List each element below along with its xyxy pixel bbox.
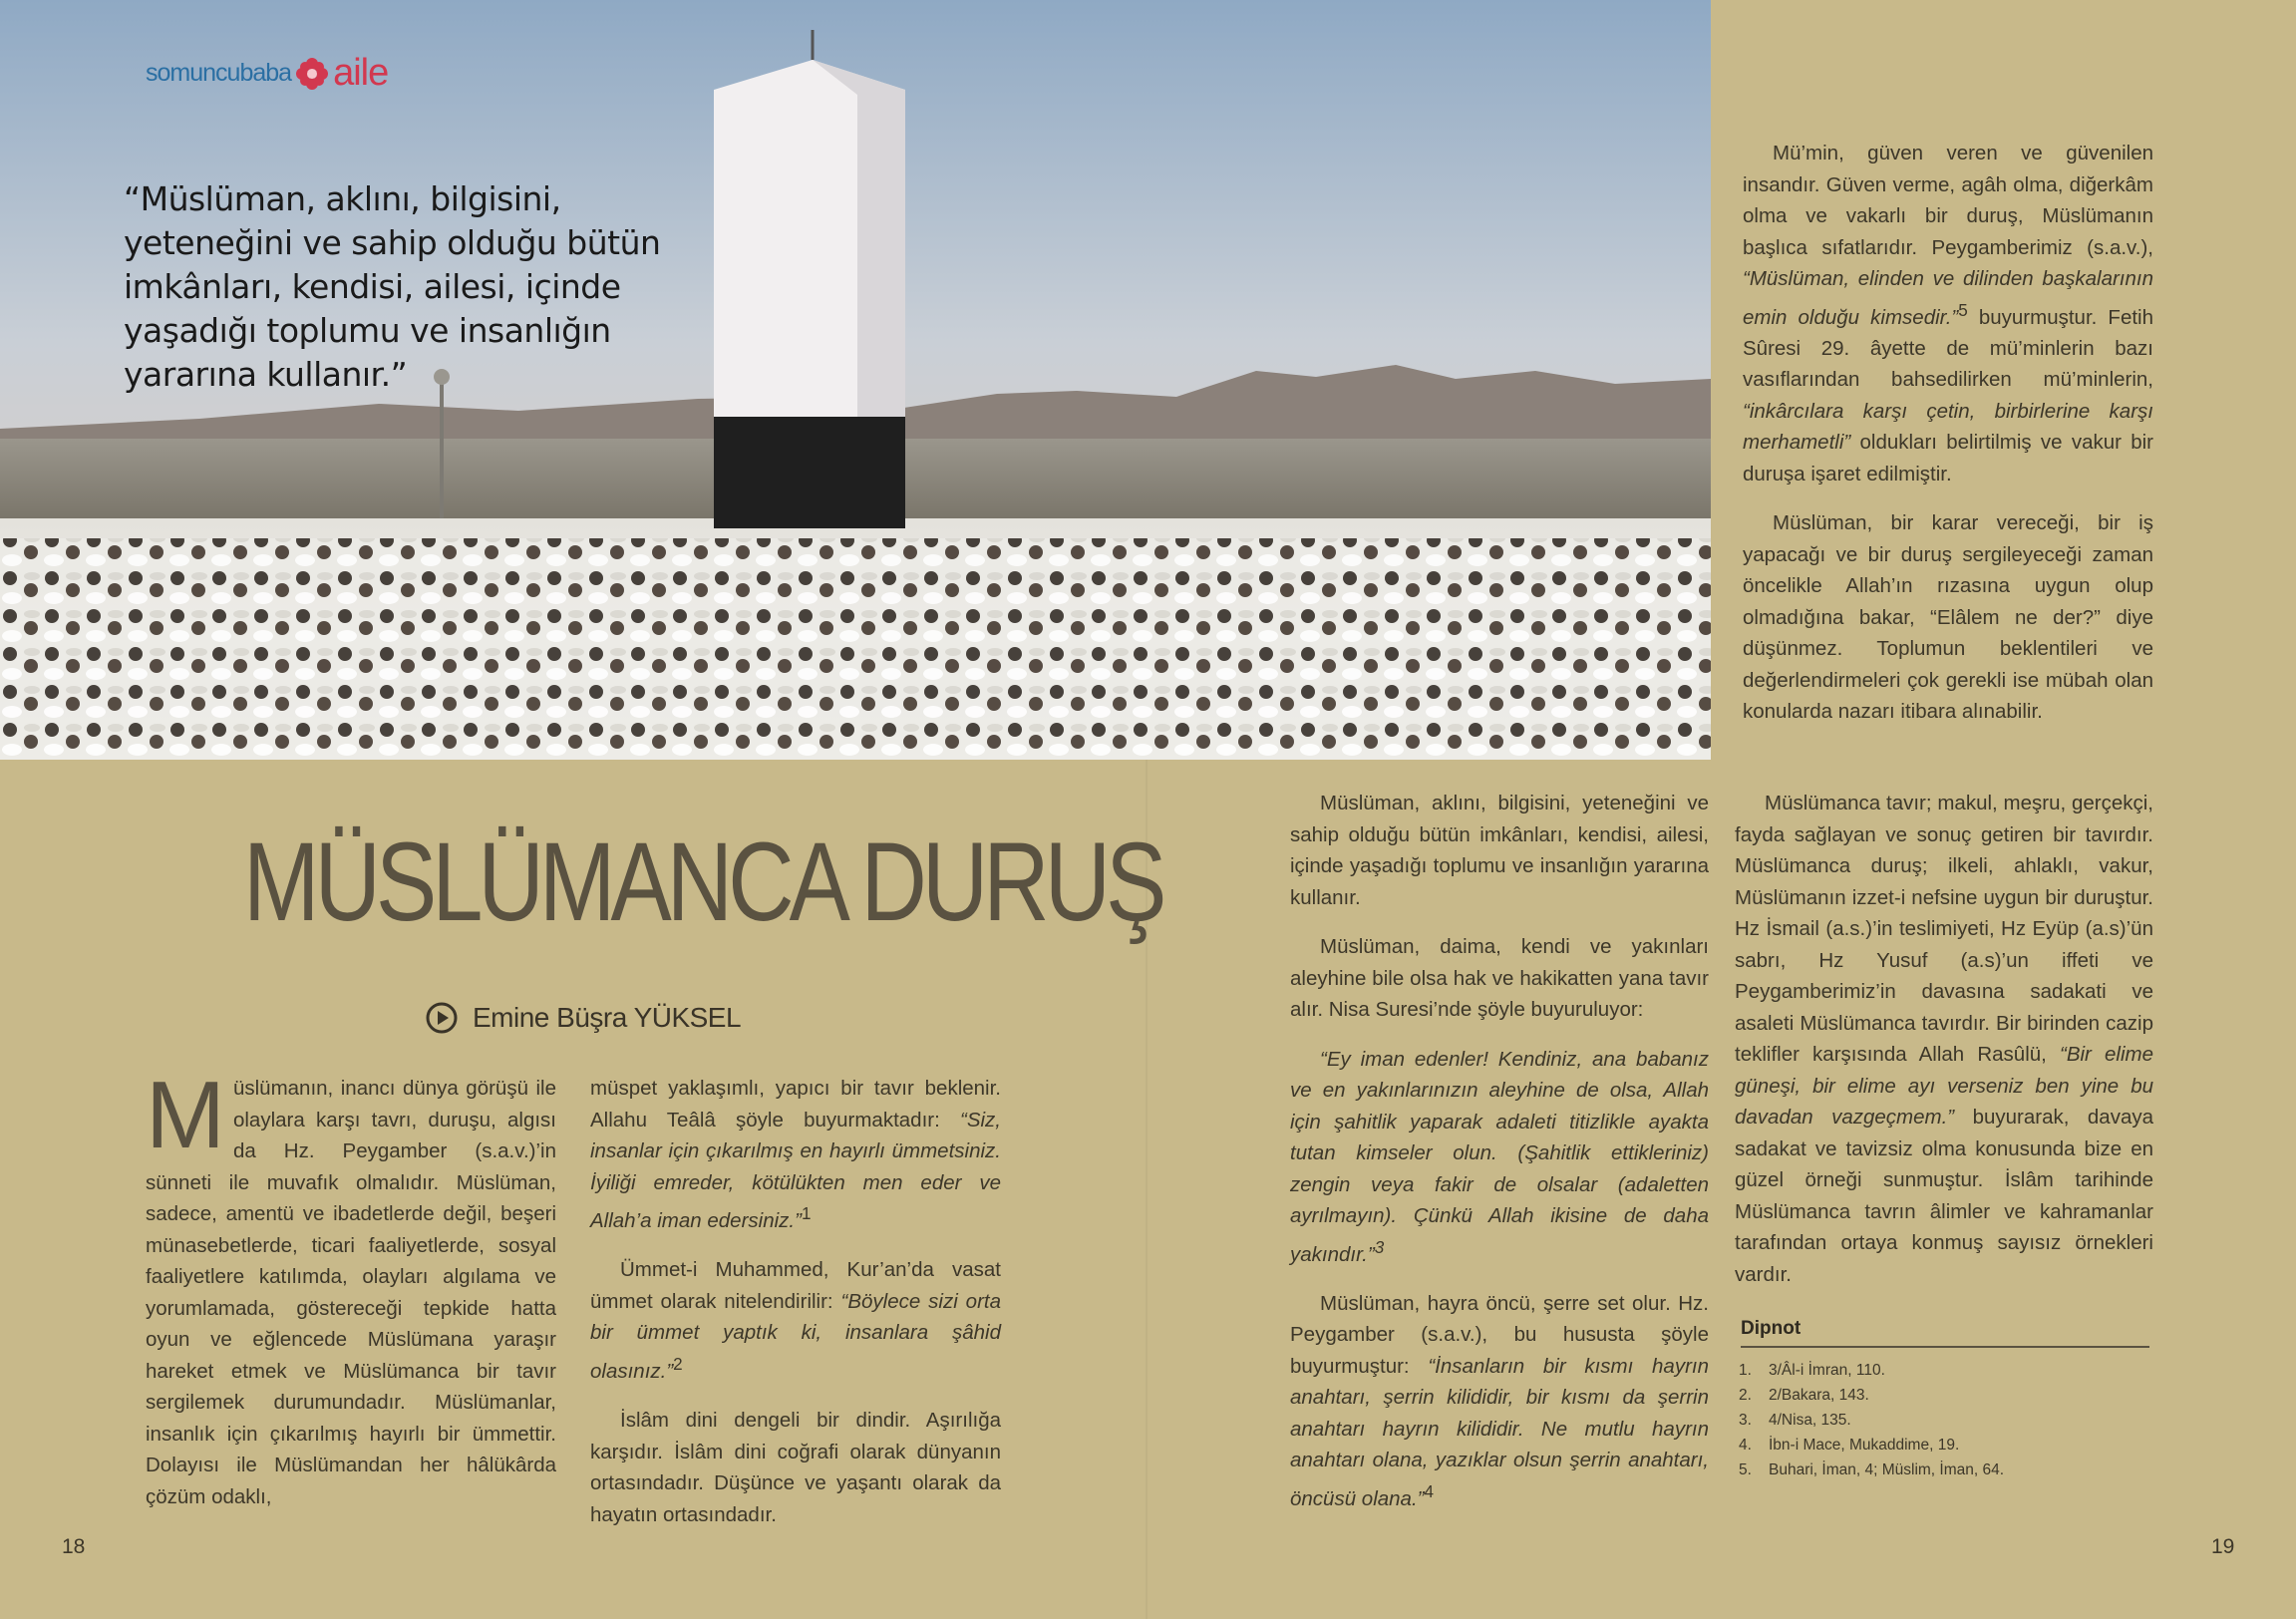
paragraph-text: üslümanın, inancı dünya görüşü ile olaylara karşı tavrı, duruşu, algısı da Hz. Peygamber (s.a.v.)’in sünneti ile muvafık olmalıdır. Müslüman, sadece, amentü ve ibadetlerde değil, beşeri münasebetlerde, ticari faaliyetlerde, sosyal faaliyetlere katılımda, olayları algılama ve yorumlamada, göstereceği tepkide hatta oyun ve eğlencede Müslümana yaraşır hareket etmek ve Müslümanca bir tavır sergilemek durumundadır. Müslümanlar, insanlık için çıkarılmış hayırlı bir ümmettir. Dolayısı ile Müslümandan her hâlükârda çözüm odaklı, <box>146 1077 556 1508</box>
paragraph <box>1735 788 2153 1290</box>
paragraph-text: buyurmuştur. Fetih Sûresi 29. âyette de mü’minlerin bazı vasıflarından bahsedilirken mü’minlerin, <box>1743 305 2153 392</box>
paragraph: İslâm dini dengeli bir dindir. Aşırılığa karşıdır. İslâm dini coğrafi olarak dünyanın ortasındadır. Düşünce ve yaşantı olarak da hayatın ortasındadır. <box>590 1409 1001 1526</box>
right-column-top <box>1743 138 2153 746</box>
drop-cap: M <box>146 1062 225 1168</box>
footnote-ref: 2 <box>673 1354 683 1374</box>
footnote-item <box>1739 1358 2149 1383</box>
left-column-1 <box>146 1062 556 1530</box>
footnote-number: 4. <box>1739 1437 1752 1454</box>
right-column-2 <box>1735 788 2153 1308</box>
footnote-number: 3. <box>1739 1412 1752 1429</box>
quote-paragraph <box>1290 1044 1709 1270</box>
footnote-number: 2. <box>1739 1387 1752 1404</box>
flower-icon <box>295 57 329 91</box>
right-column-1 <box>1290 788 1709 1532</box>
paragraph-text: müspet yaklaşımlı, yapıcı bir tavır beklenir. Allahu Teâlâ şöyle buyurmaktadır: <box>590 1077 1001 1132</box>
paragraph-text: Mü’min, güven veren ve güvenilen insandır. Güven verme, agâh olma, diğerkâm olma ve vakarlı bir duruş, Müslümanın başlıca sıfatlarıdır. Peygamberimiz (s.a.v.), <box>1743 142 2153 259</box>
play-circle-icon <box>425 1001 459 1035</box>
pull-quote: “Müslüman, aklını, bilgisini, yeteneğini ve sahip olduğu bütün imkânları, kendisi, ailesi, içinde yaşadığı toplumu ve insanlığın yararına kullanır.” <box>124 179 661 394</box>
footnote-ref: 1 <box>801 1204 812 1223</box>
quote-text: “Ey iman edenler! Kendiniz, ana babanız ve en yakınlarınızın aleyhine de olsa, Allah için şahitlik yaparak adaleti titizlikle ayakta tutan kimseler olun. (Şahitlik ettikleriniz) zengin veya fakir de olsalar (adaletten ayrılmayın). Çünkü Allah ikisine de daha yakındır.” <box>1290 1047 1709 1266</box>
paragraph-text: Müslüman, hayra öncü, şerre set olur. Hz. Peygamber (s.a.v.), bu hususta şöyle buyurmuştur: <box>1290 1291 1709 1378</box>
logo-text-aile: aile <box>333 52 389 94</box>
paragraph <box>590 1073 1001 1236</box>
page-number-right: 19 <box>2211 1535 2235 1558</box>
footnote-ref: 5 <box>1958 300 1968 320</box>
paragraph-text: buyurarak, davaya sadakat ve tavizsiz olma konusunda bize en güzel örneği sunmuştur. İslâm tarihinde Müslümanca tavrın âlimler ve kahramanlar tarafından ortaya konmuş sayısız örnekleri vardır. <box>1735 1106 2153 1286</box>
paragraph: Müslüman, bir karar vereceği, bir iş yapacağı ve bir duruş sergileyeceği zaman öncelikle Allah’ın rızasına uygun olup olmadığına bakar, “Elâlem ne der?” diye düşünmez. Toplumun beklentileri ve değerlendirmeleri çok gerekli ise mübah olan konularda nazarı itibara alınabilir. <box>1743 511 2153 724</box>
footnotes <box>1739 1318 2149 1482</box>
footnote-text: Buhari, İman, 4; Müslim, İman, 64. <box>1769 1461 2005 1478</box>
quote-text: “Bir elime güneşi, bir elime ayı verseniz ben yine bu davadan vazgeçmem.” <box>1735 1043 2153 1129</box>
author-byline <box>425 1001 741 1035</box>
footnote-item <box>1739 1408 2149 1433</box>
footnote-text: 2/Bakara, 143. <box>1769 1387 1869 1404</box>
footnote-list <box>1739 1358 2149 1482</box>
paragraph: Müslüman, aklını, bilgisini, yeteneğini ve sahip olduğu bütün imkânları, kendisi, ailesi, içinde yaşadığı toplumu ve insanlığın yararına kullanır. <box>1290 792 1709 909</box>
hero-photo <box>0 0 1711 760</box>
paragraph <box>1743 138 2153 489</box>
magazine-logo <box>146 52 388 95</box>
paragraph <box>1290 1288 1709 1514</box>
left-column-2 <box>590 1073 1001 1548</box>
logo-text-somuncubaba: somuncubaba <box>146 59 292 87</box>
footnote-item <box>1739 1383 2149 1408</box>
quote-text: “Müslüman, elinden ve dilinden başkalarının emin olduğu kimsedir.” <box>1743 267 2153 329</box>
footnote-ref: 3 <box>1374 1237 1385 1257</box>
paragraph-text: oldukları belirtilmiş ve vakur bir duruşa işaret edilmiştir. <box>1743 431 2153 486</box>
quote-text: “Siz, insanlar için çıkarılmış en hayırlı ümmetsiniz. İyiliği emreder, kötülükten men eder ve Allah’a iman edersiniz.” <box>590 1108 1001 1232</box>
footnote-text: 4/Nisa, 135. <box>1769 1412 1851 1429</box>
page-number-left: 18 <box>62 1535 86 1558</box>
article-title: MÜSLÜMANCA DURUŞ <box>243 819 1162 944</box>
footnotes-heading: Dipnot <box>1741 1318 2149 1348</box>
footnote-number: 1. <box>1739 1362 1752 1379</box>
paragraph-text: Müslümanca tavır; makul, meşru, gerçekçi, fayda sağlayan ve sonuç getiren bir tavırdır. Müslümanca duruş; ilkeli, ahlaklı, vakur, Müslümanın izzet-i nefsine uygun bir duruştur. Hz İsmail (a.s.)’in teslimiyeti, Hz Eyüp (a.s)’ün sabrı, Hz Yusuf (a.s)’un iffeti ve Peygamberimiz’in davasına sadakati ve asaleti Müslümanca tavırdır. Bir birinden cazip teklifler karşısında Allah Rasûlü, <box>1735 792 2153 1066</box>
quote-text: “İnsanların bir kısmı hayrın anahtarı, şerrin kilididir, bir kısmı da şerrin anahtarı hayrın kilididir. Ne mutlu hayrın anahtarı olana, yazıklar olsun şerrin anahtarı, öncüsü olana.” <box>1290 1354 1709 1510</box>
quote-text: “inkârcılara karşı çetin, birbirlerine karşı merhametli” <box>1743 399 2153 455</box>
quote-text: “Böylece sizi orta bir ümmet yaptık ki, insanlara şâhid olasınız.” <box>590 1289 1001 1383</box>
author-name: Emine Büşra YÜKSEL <box>473 1002 742 1033</box>
footnote-ref: 4 <box>1424 1481 1434 1501</box>
paragraph <box>146 1062 556 1512</box>
footnote-item <box>1739 1457 2149 1482</box>
paragraph <box>590 1254 1001 1387</box>
paragraph: Müslüman, daima, kendi ve yakınları aleyhine bile olsa hak ve hakikatten yana tavır alır. Nisa Suresi’nde şöyle buyuruluyor: <box>1290 935 1709 1021</box>
paragraph-text: Ümmet-i Muhammed, Kur’an’da vasat ümmet olarak nitelendirilir: <box>590 1258 1001 1313</box>
footnote-number: 5. <box>1739 1461 1752 1478</box>
footnote-text: 3/Âl-i İmran, 110. <box>1769 1362 1885 1379</box>
footnote-text: İbn-i Mace, Mukaddime, 19. <box>1769 1437 1960 1454</box>
footnote-item <box>1739 1433 2149 1457</box>
